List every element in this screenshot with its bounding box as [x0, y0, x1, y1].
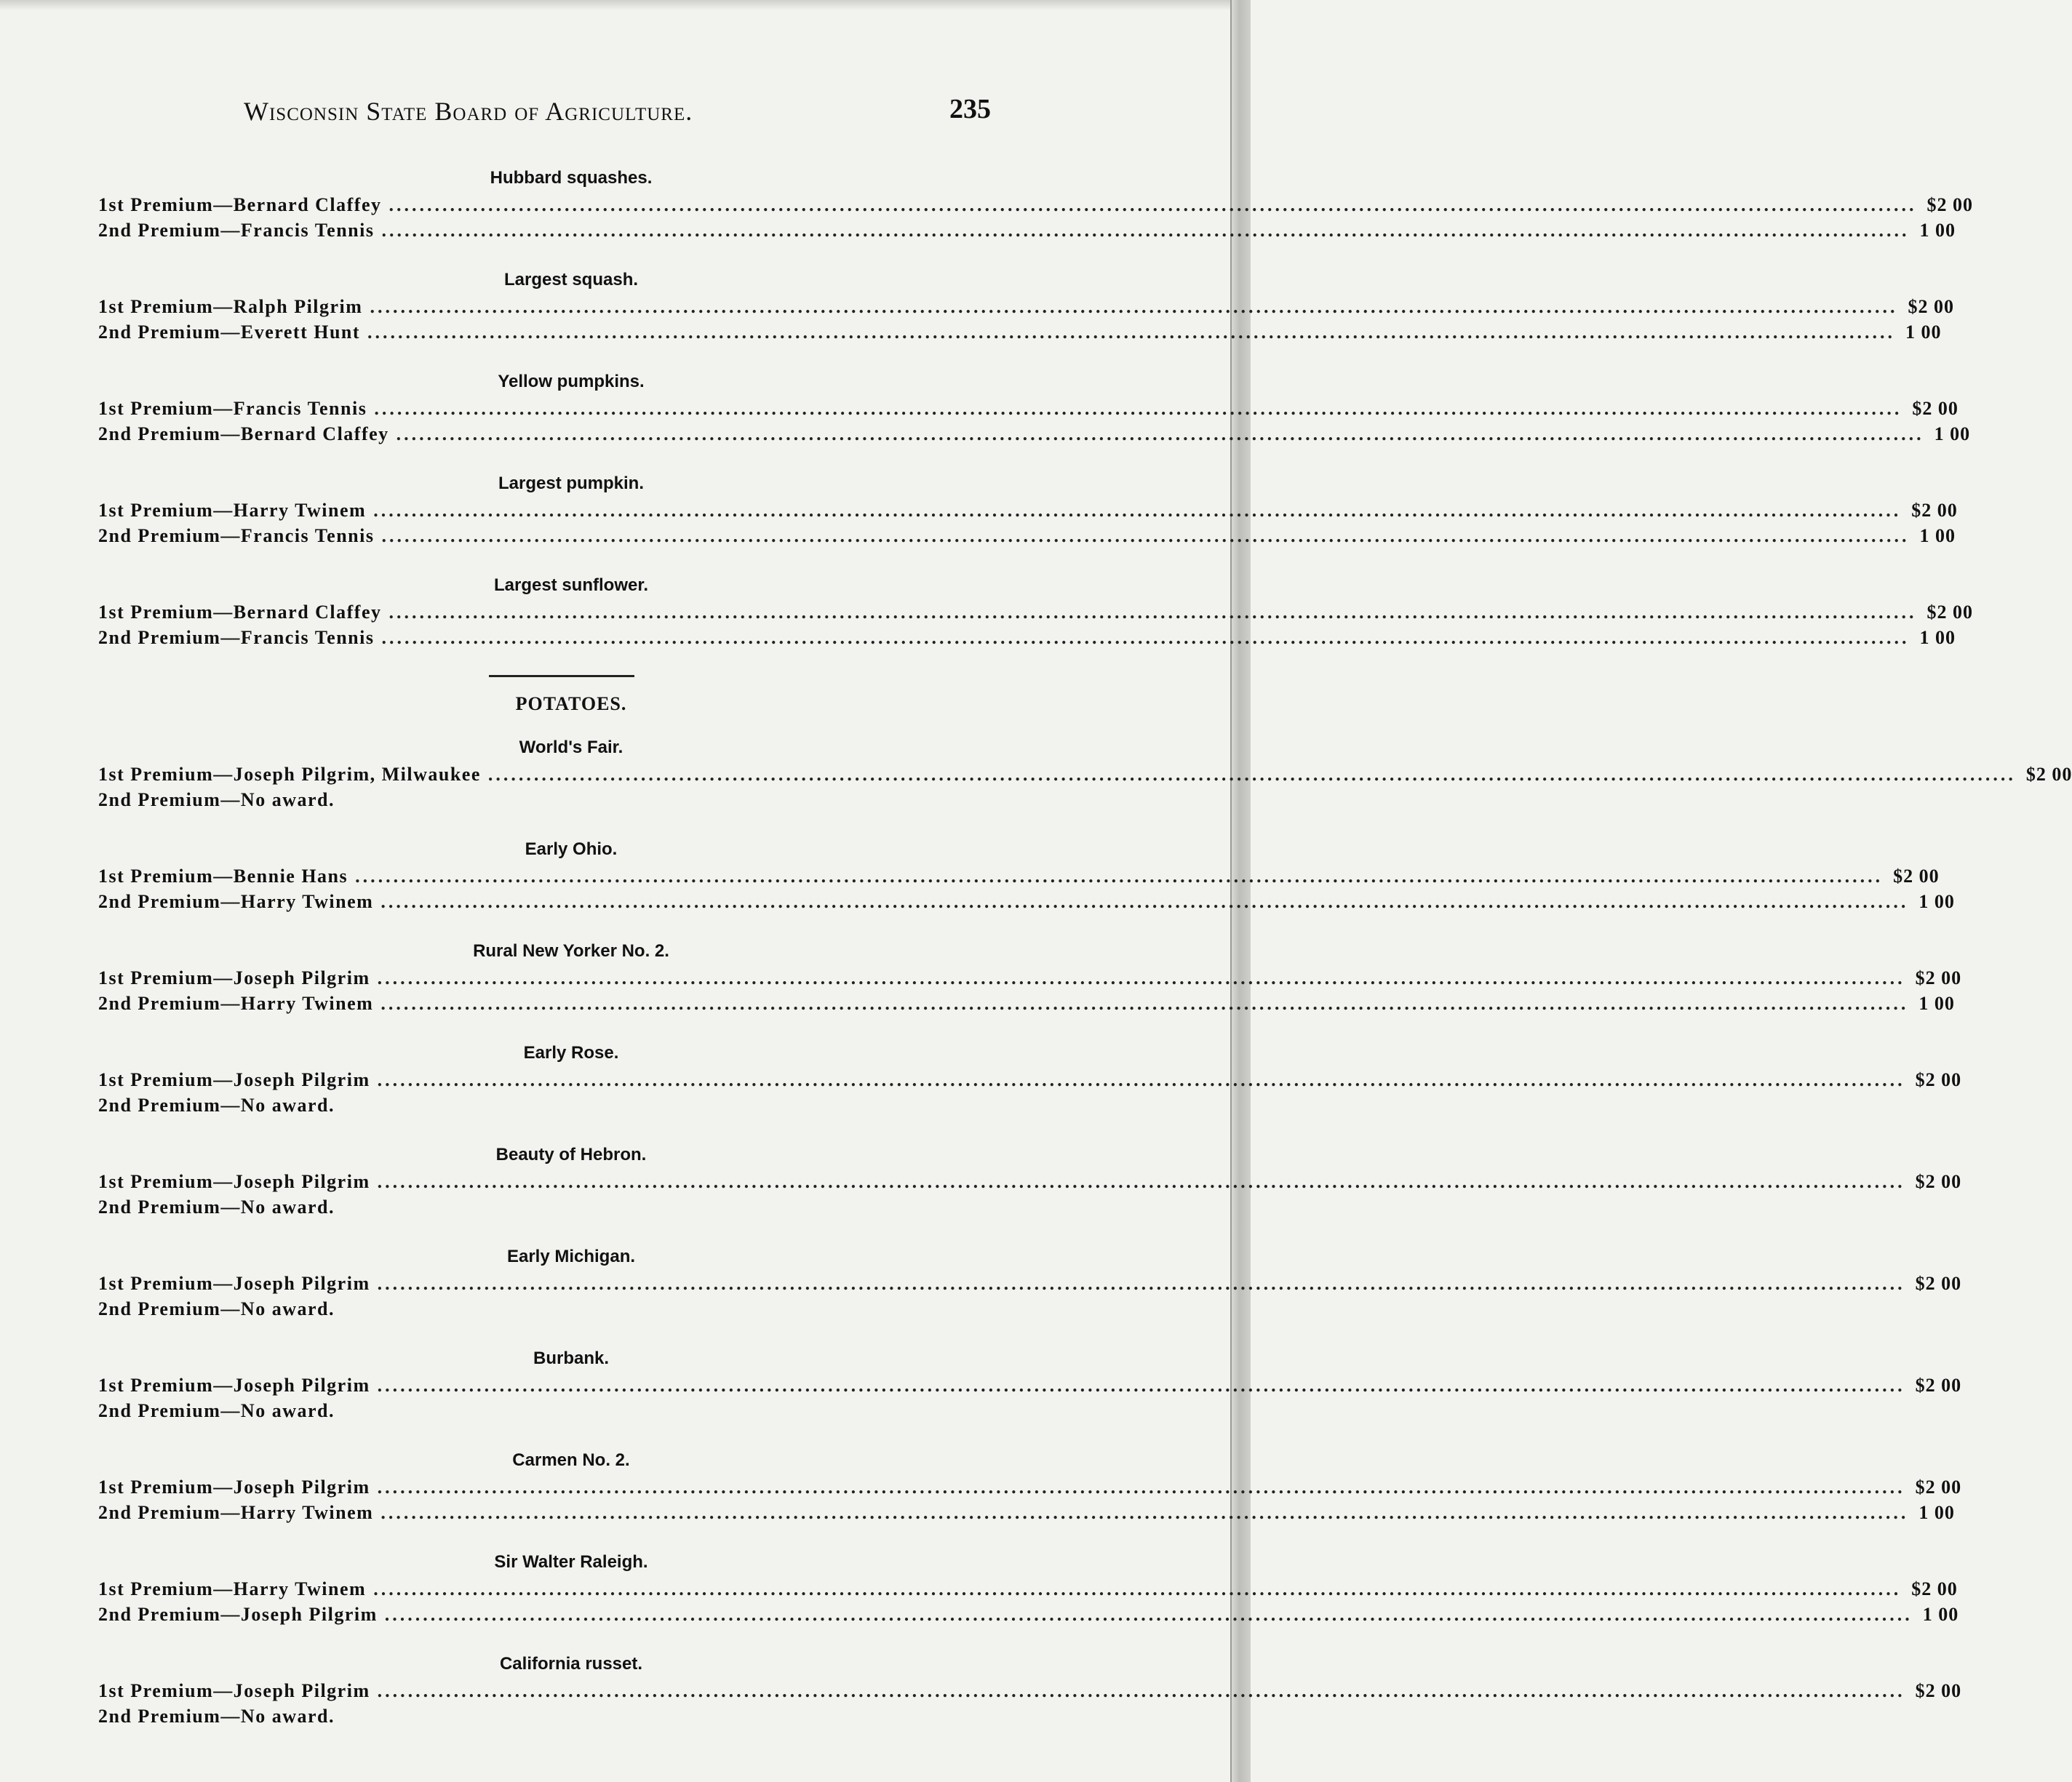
premium-amount: 1 00	[1905, 321, 1942, 343]
page-number: 235	[949, 94, 991, 124]
section-heading: Early Rose.	[523, 1043, 619, 1063]
dot-leader: ........................................................................................................................................................................................................	[355, 866, 1884, 887]
premium-amount: $2 00	[1911, 1578, 1958, 1599]
premium-row	[98, 1398, 1037, 1423]
award-section	[98, 1550, 1959, 1627]
premium-row	[98, 1296, 1037, 1322]
section-divider-rule	[489, 675, 634, 677]
premium-amount: $2 00	[1915, 1069, 1962, 1090]
premium-row	[98, 762, 2072, 787]
premium-row	[98, 889, 1955, 914]
premium-amount: 1 00	[1918, 1502, 1955, 1523]
dot-leader: ........................................................................................................................................................................................................	[388, 194, 1917, 215]
premium-row	[98, 1576, 1958, 1602]
section-heading: Sir Walter Raleigh.	[494, 1552, 648, 1572]
award-section	[98, 369, 1971, 447]
premium-row	[98, 217, 1956, 243]
premium-row	[98, 523, 1956, 548]
premium-winner: 2nd Premium—Francis Tennis	[98, 220, 375, 241]
premium-row	[98, 192, 1974, 217]
premium-row	[98, 1703, 1037, 1729]
dot-leader: ........................................................................................................................................................................................................	[380, 891, 1909, 912]
dot-leader: ........................................................................................................................................................................................................	[381, 627, 1910, 648]
premium-winner: 2nd Premium—Bernard Claffey	[98, 423, 389, 444]
premium-winner: 2nd Premium—Harry Twinem	[98, 1502, 374, 1523]
dot-leader: ........................................................................................................................................................................................................	[380, 993, 1909, 1014]
premium-winner: 2nd Premium—Everett Hunt	[98, 321, 361, 343]
premium-amount: $2 00	[1926, 602, 1974, 623]
section-heading: California russet.	[499, 1654, 643, 1674]
premium-winner: 1st Premium—Ralph Pilgrim	[98, 296, 363, 317]
premium-amount: $2 00	[1911, 500, 1958, 521]
premium-row	[98, 319, 1942, 345]
section-heading: Beauty of Hebron.	[495, 1145, 647, 1164]
premium-amount: $2 00	[1893, 866, 1940, 887]
dot-leader: ........................................................................................................................................................................................................	[377, 1375, 1905, 1396]
page-title: Wisconsin State Board of Agriculture.	[244, 97, 693, 126]
premium-row	[98, 787, 1037, 812]
premium-row	[98, 965, 1962, 991]
premium-row	[98, 599, 1974, 625]
premium-amount: 1 00	[1918, 993, 1955, 1014]
premium-amount: $2 00	[1926, 194, 1974, 215]
premium-winner: 1st Premium—Joseph Pilgrim	[98, 1375, 370, 1396]
premium-row	[98, 421, 1971, 447]
section-heading: Burbank.	[533, 1349, 609, 1368]
award-section	[98, 1652, 1962, 1729]
premium-amount: $2 00	[1915, 1680, 1962, 1701]
dot-leader: ........................................................................................................................................................................................................	[377, 1273, 1905, 1294]
premium-winner: 1st Premium—Harry Twinem	[98, 500, 367, 521]
premium-winner: 2nd Premium—No award.	[98, 1298, 335, 1319]
premium-amount: 1 00	[1919, 525, 1956, 546]
section-heading: Yellow pumpkins.	[498, 372, 645, 391]
premium-winner: 1st Premium—Joseph Pilgrim	[98, 967, 370, 988]
premium-amount: $2 00	[1915, 1477, 1962, 1498]
section-heading: Largest squash.	[503, 270, 639, 289]
award-section	[98, 1346, 1962, 1423]
premium-winner: 1st Premium—Bernard Claffey	[98, 602, 382, 623]
section-heading: Largest sunflower.	[493, 575, 649, 595]
dot-leader: ........................................................................................................................................................................................................	[377, 1171, 1905, 1192]
premium-amount: 1 00	[1919, 627, 1956, 648]
premium-row	[98, 1500, 1955, 1525]
premium-amount: 1 00	[1922, 1604, 1959, 1625]
premium-amount: $2 00	[1908, 296, 1954, 317]
section-heading: Rural New Yorker No. 2.	[473, 941, 669, 961]
premium-winner: 2nd Premium—No award.	[98, 1400, 335, 1421]
dot-leader: ........................................................................................................................................................................................................	[396, 423, 1924, 444]
premium-row	[98, 1169, 1962, 1194]
potato-sections	[98, 735, 2072, 1729]
premium-row	[98, 1678, 1962, 1703]
premium-winner: 1st Premium—Harry Twinem	[98, 1578, 367, 1599]
premium-row	[98, 625, 1956, 650]
premium-row	[98, 294, 1954, 319]
premium-winner: 1st Premium—Bernard Claffey	[98, 194, 382, 215]
premium-amount: $2 00	[1915, 1171, 1962, 1192]
section-heading: World's Fair.	[519, 738, 623, 757]
premium-row	[98, 1271, 1962, 1296]
premium-row	[98, 1067, 1962, 1092]
premium-row	[98, 863, 1940, 889]
premium-winner: 2nd Premium—No award.	[98, 789, 335, 810]
premium-winner: 1st Premium—Joseph Pilgrim	[98, 1477, 370, 1498]
dot-leader: ........................................................................................................................................................................................................	[377, 1477, 1905, 1498]
award-section	[98, 1041, 1962, 1118]
premium-row	[98, 1194, 1037, 1220]
premium-winner: 1st Premium—Bennie Hans	[98, 866, 348, 887]
award-section	[98, 1448, 1962, 1525]
award-section	[98, 837, 1955, 914]
award-section	[98, 1143, 1962, 1220]
premium-winner: 1st Premium—Joseph Pilgrim	[98, 1171, 370, 1192]
dot-leader: ........................................................................................................................................................................................................	[373, 1578, 1902, 1599]
premium-winner: 2nd Premium—No award.	[98, 1095, 335, 1116]
premium-winner: 2nd Premium—Francis Tennis	[98, 525, 375, 546]
award-section	[98, 268, 1954, 345]
dot-leader: ........................................................................................................................................................................................................	[370, 296, 1898, 317]
dot-leader: ........................................................................................................................................................................................................	[377, 1069, 1905, 1090]
page-header	[244, 96, 1015, 132]
section-heading: Hubbard squashes.	[490, 168, 653, 188]
premium-list	[98, 166, 2072, 1754]
premium-winner: 2nd Premium—Harry Twinem	[98, 891, 374, 912]
premium-winner: 1st Premium—Francis Tennis	[98, 398, 367, 419]
squash-pumpkin-sections	[98, 166, 1974, 650]
premium-row	[98, 1373, 1962, 1398]
section-heading: Early Ohio.	[525, 839, 618, 859]
award-section	[98, 939, 1962, 1016]
premium-winner: 1st Premium—Joseph Pilgrim	[98, 1680, 370, 1701]
premium-amount: 1 00	[1934, 423, 1971, 444]
dot-leader: ........................................................................................................................................................................................................	[380, 1502, 1909, 1523]
dot-leader: ........................................................................................................................................................................................................	[377, 967, 1905, 988]
dot-leader: ........................................................................................................................................................................................................	[377, 1680, 1905, 1701]
dot-leader: ........................................................................................................................................................................................................	[374, 398, 1902, 419]
premium-winner: 1st Premium—Joseph Pilgrim	[98, 1273, 370, 1294]
premium-winner: 2nd Premium—Francis Tennis	[98, 627, 375, 648]
award-section	[98, 573, 1974, 650]
dot-leader: ........................................................................................................................................................................................................	[384, 1604, 1913, 1625]
premium-row	[98, 396, 1959, 421]
premium-winner: 1st Premium—Joseph Pilgrim	[98, 1069, 370, 1090]
premium-winner: 1st Premium—Joseph Pilgrim, Milwaukee	[98, 764, 481, 785]
section-heading: Early Michigan.	[506, 1247, 636, 1266]
dot-leader: ........................................................................................................................................................................................................	[373, 500, 1902, 521]
premium-amount: $2 00	[1915, 967, 1962, 988]
award-section	[98, 166, 1974, 243]
premium-amount: 1 00	[1918, 891, 1955, 912]
premium-row	[98, 498, 1958, 523]
premium-winner: 2nd Premium—Harry Twinem	[98, 993, 374, 1014]
premium-amount: 1 00	[1919, 220, 1956, 241]
award-section	[98, 735, 2072, 812]
award-section	[98, 471, 1958, 548]
premium-row	[98, 1474, 1962, 1500]
section-heading: Largest pumpkin.	[498, 474, 645, 493]
premium-winner: 2nd Premium—No award.	[98, 1706, 335, 1727]
premium-amount: $2 00	[1915, 1375, 1962, 1396]
section-heading: Carmen No. 2.	[512, 1450, 630, 1470]
premium-row	[98, 1602, 1959, 1627]
premium-winner: 2nd Premium—No award.	[98, 1196, 335, 1218]
dot-leader: ........................................................................................................................................................................................................	[388, 602, 1917, 623]
premium-row	[98, 1092, 1037, 1118]
category-title: POTATOES.	[515, 693, 627, 714]
dot-leader: ........................................................................................................................................................................................................	[381, 525, 1910, 546]
dot-leader: ........................................................................................................................................................................................................	[487, 764, 2016, 785]
dot-leader: ........................................................................................................................................................................................................	[381, 220, 1910, 241]
dot-leader: ........................................................................................................................................................................................................	[367, 321, 1896, 343]
scan-top-shadow	[0, 0, 1231, 10]
premium-winner: 2nd Premium—Joseph Pilgrim	[98, 1604, 378, 1625]
premium-row	[98, 991, 1955, 1016]
premium-amount: $2 00	[1915, 1273, 1962, 1294]
premium-amount: $2 00	[1912, 398, 1959, 419]
premium-amount: $2 00	[2025, 764, 2072, 785]
award-section	[98, 1244, 1962, 1322]
